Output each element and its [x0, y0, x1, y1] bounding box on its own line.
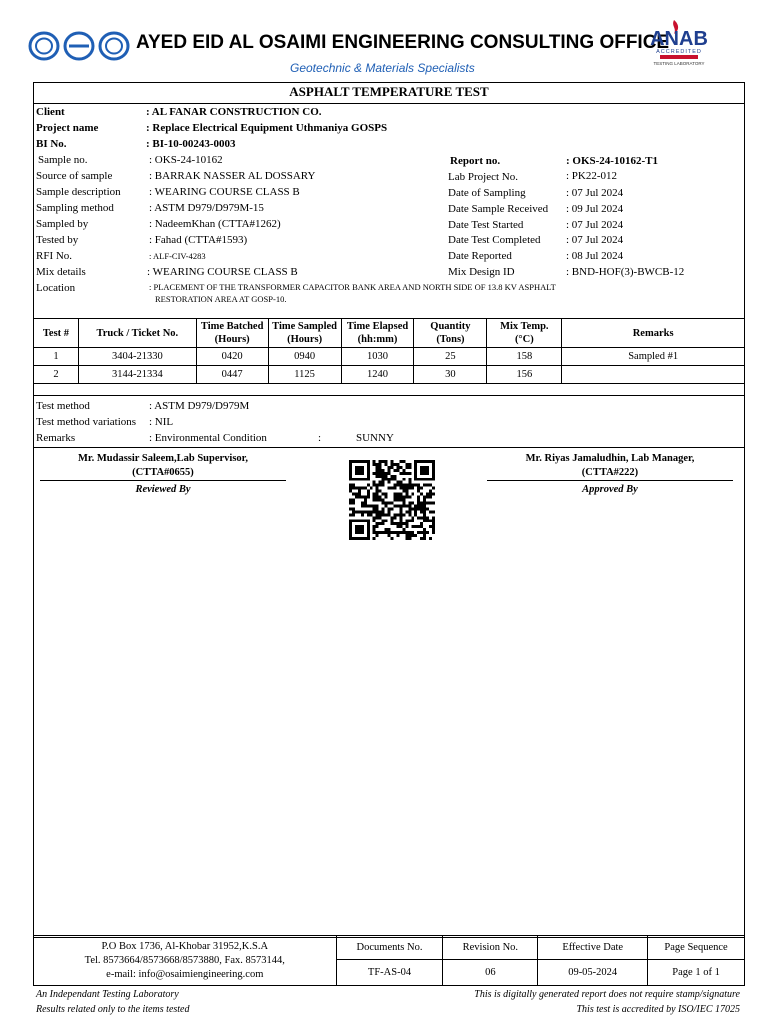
- info-left-label: Source of sample: [36, 170, 113, 182]
- test-variations-label: Test method variations: [36, 416, 137, 428]
- table-cell: [562, 366, 745, 384]
- table-cell: 1240: [341, 366, 414, 384]
- info-right-label: Date Test Completed: [448, 234, 541, 246]
- reviewed-by-label: Reviewed By: [135, 484, 191, 495]
- footer-note: This test is accredited by ISO/IEC 17025: [576, 1004, 740, 1015]
- test-variations-value: : NIL: [149, 416, 174, 428]
- info-right-value: : 07 Jul 2024: [566, 234, 624, 246]
- footer-header: Page Sequence: [648, 936, 745, 960]
- company-logo: [28, 30, 130, 62]
- table-cell: 0447: [196, 366, 268, 384]
- project-label: Project name: [36, 122, 99, 134]
- reviewer-name: Mr. Mudassir Saleem,Lab Supervisor, (CTTA#0655): [78, 453, 248, 478]
- bi-value: : BI-10-00243-0003: [146, 138, 236, 150]
- footer-address: P.O Box 1736, Al-Khobar 31952,K.S.A Tel. 8573664/8573668/8573880, Fax. 8573144, e-mail: info@osaimiengineering.com: [34, 936, 337, 986]
- info-left-label: Sample no.: [38, 154, 88, 166]
- remarks-value: : Environmental Condition: [149, 432, 267, 444]
- info-right-label: Lab Project No.: [448, 171, 518, 183]
- footer-header: Effective Date: [538, 936, 648, 960]
- info-left-value: : Fahad (CTTA#1593): [149, 234, 248, 246]
- column-header: Time Sampled (Hours): [268, 319, 341, 348]
- test-method-label: Test method: [36, 400, 90, 412]
- anab-accreditation-logo: [630, 18, 728, 68]
- weather-value: SUNNY: [356, 432, 394, 444]
- info-right-value: : BND-HOF(3)-BWCB-12: [566, 266, 685, 278]
- location-line-2: RESTORATION AREA AT GOSP-10.: [155, 294, 287, 304]
- column-header: Truck / Ticket No.: [78, 319, 196, 348]
- table-cell: 1: [34, 348, 79, 366]
- approver-name: Mr. Riyas Jamaludhin, Lab Manager, (CTTA#222): [525, 453, 695, 478]
- remarks-label: Remarks: [36, 432, 76, 444]
- info-right-value: : 07 Jul 2024: [566, 187, 624, 199]
- divider: [33, 395, 745, 396]
- info-right-label: Date Reported: [448, 250, 512, 262]
- info-right-label: Date Sample Received: [448, 203, 549, 215]
- footer-note: An Independant Testing Laboratory: [36, 989, 179, 1000]
- effective-date: 09-05-2024: [538, 960, 648, 986]
- location-label: Location: [36, 282, 76, 294]
- info-left-label: RFI No.: [36, 250, 73, 262]
- results-table: [33, 318, 745, 384]
- footer-header: Documents No.: [336, 936, 443, 960]
- info-right-value: : PK22-012: [566, 170, 618, 182]
- table-cell: 156: [487, 366, 562, 384]
- remarks-colon: :: [318, 432, 322, 444]
- info-right-value: : 09 Jul 2024: [566, 203, 624, 215]
- divider: [33, 103, 745, 104]
- table-row: [34, 366, 745, 384]
- page-sequence: Page 1 of 1: [648, 960, 745, 986]
- project-value: : Replace Electrical Equipment Uthmaniya GOSPS: [146, 122, 388, 134]
- table-cell: 30: [414, 366, 487, 384]
- divider: [33, 447, 745, 448]
- column-header: Time Batched (Hours): [196, 319, 268, 348]
- info-right-label: Report no.: [450, 155, 501, 167]
- info-left-value: : OKS-24-10162: [149, 154, 223, 166]
- client-value: : AL FANAR CONSTRUCTION CO.: [146, 106, 322, 118]
- qr-code: [349, 460, 435, 540]
- footer-header: Revision No.: [443, 936, 538, 960]
- bi-label: BI No.: [36, 138, 67, 150]
- column-header: Mix Temp. (°C): [487, 319, 562, 348]
- footer-note: Results related only to the items tested: [36, 1004, 190, 1015]
- info-left-value: : ASTM D979/D979M-15: [149, 202, 264, 214]
- info-left-value: : WEARING COURSE CLASS B: [149, 186, 300, 198]
- footer-note: This is digitally generated report does not require stamp/signature: [474, 989, 740, 1000]
- column-header: Remarks: [562, 319, 745, 348]
- info-left-value: : BARRAK NASSER AL DOSSARY: [149, 170, 316, 182]
- client-label: Client: [36, 106, 65, 118]
- table-cell: 0420: [196, 348, 268, 366]
- info-right-label: Mix Design ID: [448, 266, 515, 278]
- table-cell: 3404-21330: [78, 348, 196, 366]
- svg-text:ANAB: ANAB: [650, 28, 708, 50]
- signature-line: [487, 480, 733, 481]
- info-left-label: Sample description: [36, 186, 121, 198]
- table-header-row: [34, 319, 745, 348]
- company-name: AYED EID AL OSAIMI ENGINEERING CONSULTING OFFICE: [136, 32, 670, 53]
- table-cell: Sampled #1: [562, 348, 745, 366]
- info-left-label: Tested by: [36, 234, 79, 246]
- column-header: Test #: [34, 319, 79, 348]
- column-header: Quantity (Tons): [414, 319, 487, 348]
- table-cell: 3144-21334: [78, 366, 196, 384]
- info-left-label: Sampled by: [36, 218, 89, 230]
- footer-table: [33, 935, 745, 986]
- table-cell: 1030: [341, 348, 414, 366]
- signature-line: [40, 480, 286, 481]
- info-left-label: Mix details: [36, 266, 86, 278]
- info-right-label: Date Test Started: [448, 219, 524, 231]
- table-cell: 0940: [268, 348, 341, 366]
- revision-number: 06: [443, 960, 538, 986]
- table-cell: 1125: [268, 366, 341, 384]
- info-left-label: Sampling method: [36, 202, 114, 214]
- company-tagline: Geotechnic & Materials Specialists: [290, 61, 475, 75]
- info-left-value: : WEARING COURSE CLASS B: [147, 266, 298, 278]
- table-cell: 158: [487, 348, 562, 366]
- table-row: [34, 348, 745, 366]
- svg-text:ACCREDITED: ACCREDITED: [656, 49, 702, 55]
- info-left-value: : NadeemKhan (CTTA#1262): [149, 218, 281, 230]
- info-right-value: : 07 Jul 2024: [566, 219, 624, 231]
- info-right-value: : 08 Jul 2024: [566, 250, 624, 262]
- table-cell: 25: [414, 348, 487, 366]
- approved-by-label: Approved By: [582, 484, 638, 495]
- svg-text:TESTING LABORATORY: TESTING LABORATORY: [653, 61, 705, 66]
- location-line-1: : PLACEMENT OF THE TRANSFORMER CAPACITOR BANK AREA AND NORTH SIDE OF 13.8 KV ASPHALT: [149, 282, 556, 292]
- column-header: Time Elapsed (hh:mm): [341, 319, 414, 348]
- info-right-label: Date of Sampling: [448, 187, 526, 199]
- test-method-value: : ASTM D979/D979M: [149, 400, 250, 412]
- table-cell: 2: [34, 366, 79, 384]
- info-right-value: : OKS-24-10162-T1: [566, 155, 658, 167]
- report-title: ASPHALT TEMPERATURE TEST: [289, 84, 489, 99]
- info-left-value: : ALF-CIV-4283: [149, 251, 206, 261]
- document-number: TF-AS-04: [336, 960, 443, 986]
